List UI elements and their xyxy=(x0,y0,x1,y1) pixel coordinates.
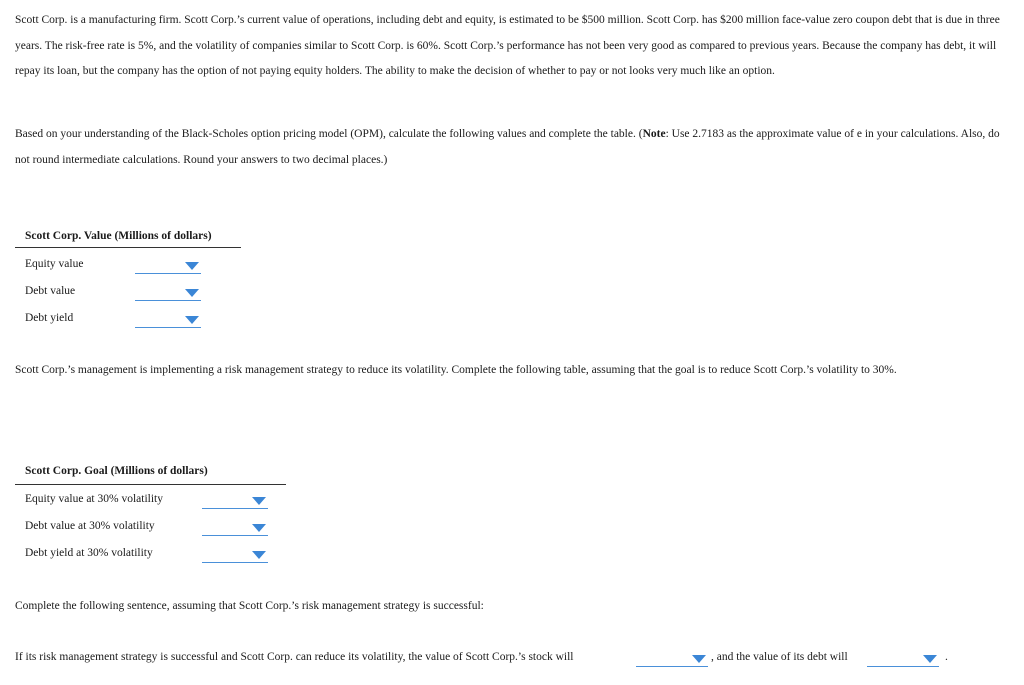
chevron-down-icon xyxy=(252,551,266,559)
final-sentence-period: . xyxy=(945,651,948,663)
instructions-part2: : Use 2.7183 as the approximate value of e in your calculations. Also, do not round intermediate calculations. Round your answers to two decimal places.) xyxy=(15,128,1000,166)
chevron-down-icon xyxy=(923,655,937,663)
instructions xyxy=(15,122,1000,173)
sentence-prompt: Complete the following sentence, assuming that Scott Corp.’s risk management strategy is successful: xyxy=(15,600,484,612)
debt-value-label: Debt value xyxy=(25,285,76,297)
value-table-title: Scott Corp. Value (Millions of dollars) xyxy=(25,230,212,242)
equity-value-dropdown[interactable] xyxy=(135,259,201,274)
debt-direction-dropdown[interactable] xyxy=(867,652,939,667)
goal-table-title: Scott Corp. Goal (Millions of dollars) xyxy=(25,465,208,477)
chevron-down-icon xyxy=(252,524,266,532)
stock-direction-dropdown[interactable] xyxy=(636,652,708,667)
note-label: Note xyxy=(642,128,666,140)
risk-management-paragraph: Scott Corp.’s management is implementing a risk management strategy to reduce its volatility. Complete the following table, assuming that the goal is to reduce Scott Corp.’s volatility to 30%. xyxy=(15,364,897,376)
chevron-down-icon xyxy=(692,655,706,663)
debt-yield-30-dropdown[interactable] xyxy=(202,548,268,563)
equity-value-30-label: Equity value at 30% volatility xyxy=(25,493,163,505)
value-table-rule xyxy=(15,247,241,248)
final-sentence-part1: If its risk management strategy is successful and Scott Corp. can reduce its volatility, the value of Scott Corp.’s stock will xyxy=(15,651,574,663)
chevron-down-icon xyxy=(252,497,266,505)
debt-yield-30-label: Debt yield at 30% volatility xyxy=(25,547,153,559)
debt-value-30-label: Debt value at 30% volatility xyxy=(25,520,155,532)
debt-yield-dropdown[interactable] xyxy=(135,313,201,328)
goal-table-rule xyxy=(15,484,286,485)
chevron-down-icon xyxy=(185,316,199,324)
instructions-part1: Based on your understanding of the Black-Scholes option pricing model (OPM), calculate the following values and complete the table. ( xyxy=(15,128,643,140)
problem-statement: Scott Corp. is a manufacturing firm. Scott Corp.’s current value of operations, including debt and equity, is estimated to be $500 million. Scott Corp. has $200 million face-value zero coupon debt that is due in three years. The risk-free rate is 5%, and the volatility of companies similar to Scott Corp. is 60%. Scott Corp.’s performance has not been very good as compared to previous years. Because the company has debt, it will repay its loan, but the company has the option of not paying equity holders. The ability to make the decision of whether to pay or not looks very much like an option. xyxy=(15,14,1000,77)
chevron-down-icon xyxy=(185,289,199,297)
equity-value-30-dropdown[interactable] xyxy=(202,494,268,509)
final-sentence-part2: , and the value of its debt will xyxy=(711,651,848,663)
debt-yield-label: Debt yield xyxy=(25,312,74,324)
equity-value-label: Equity value xyxy=(25,258,84,270)
debt-value-dropdown[interactable] xyxy=(135,286,201,301)
debt-value-30-dropdown[interactable] xyxy=(202,521,268,536)
chevron-down-icon xyxy=(185,262,199,270)
